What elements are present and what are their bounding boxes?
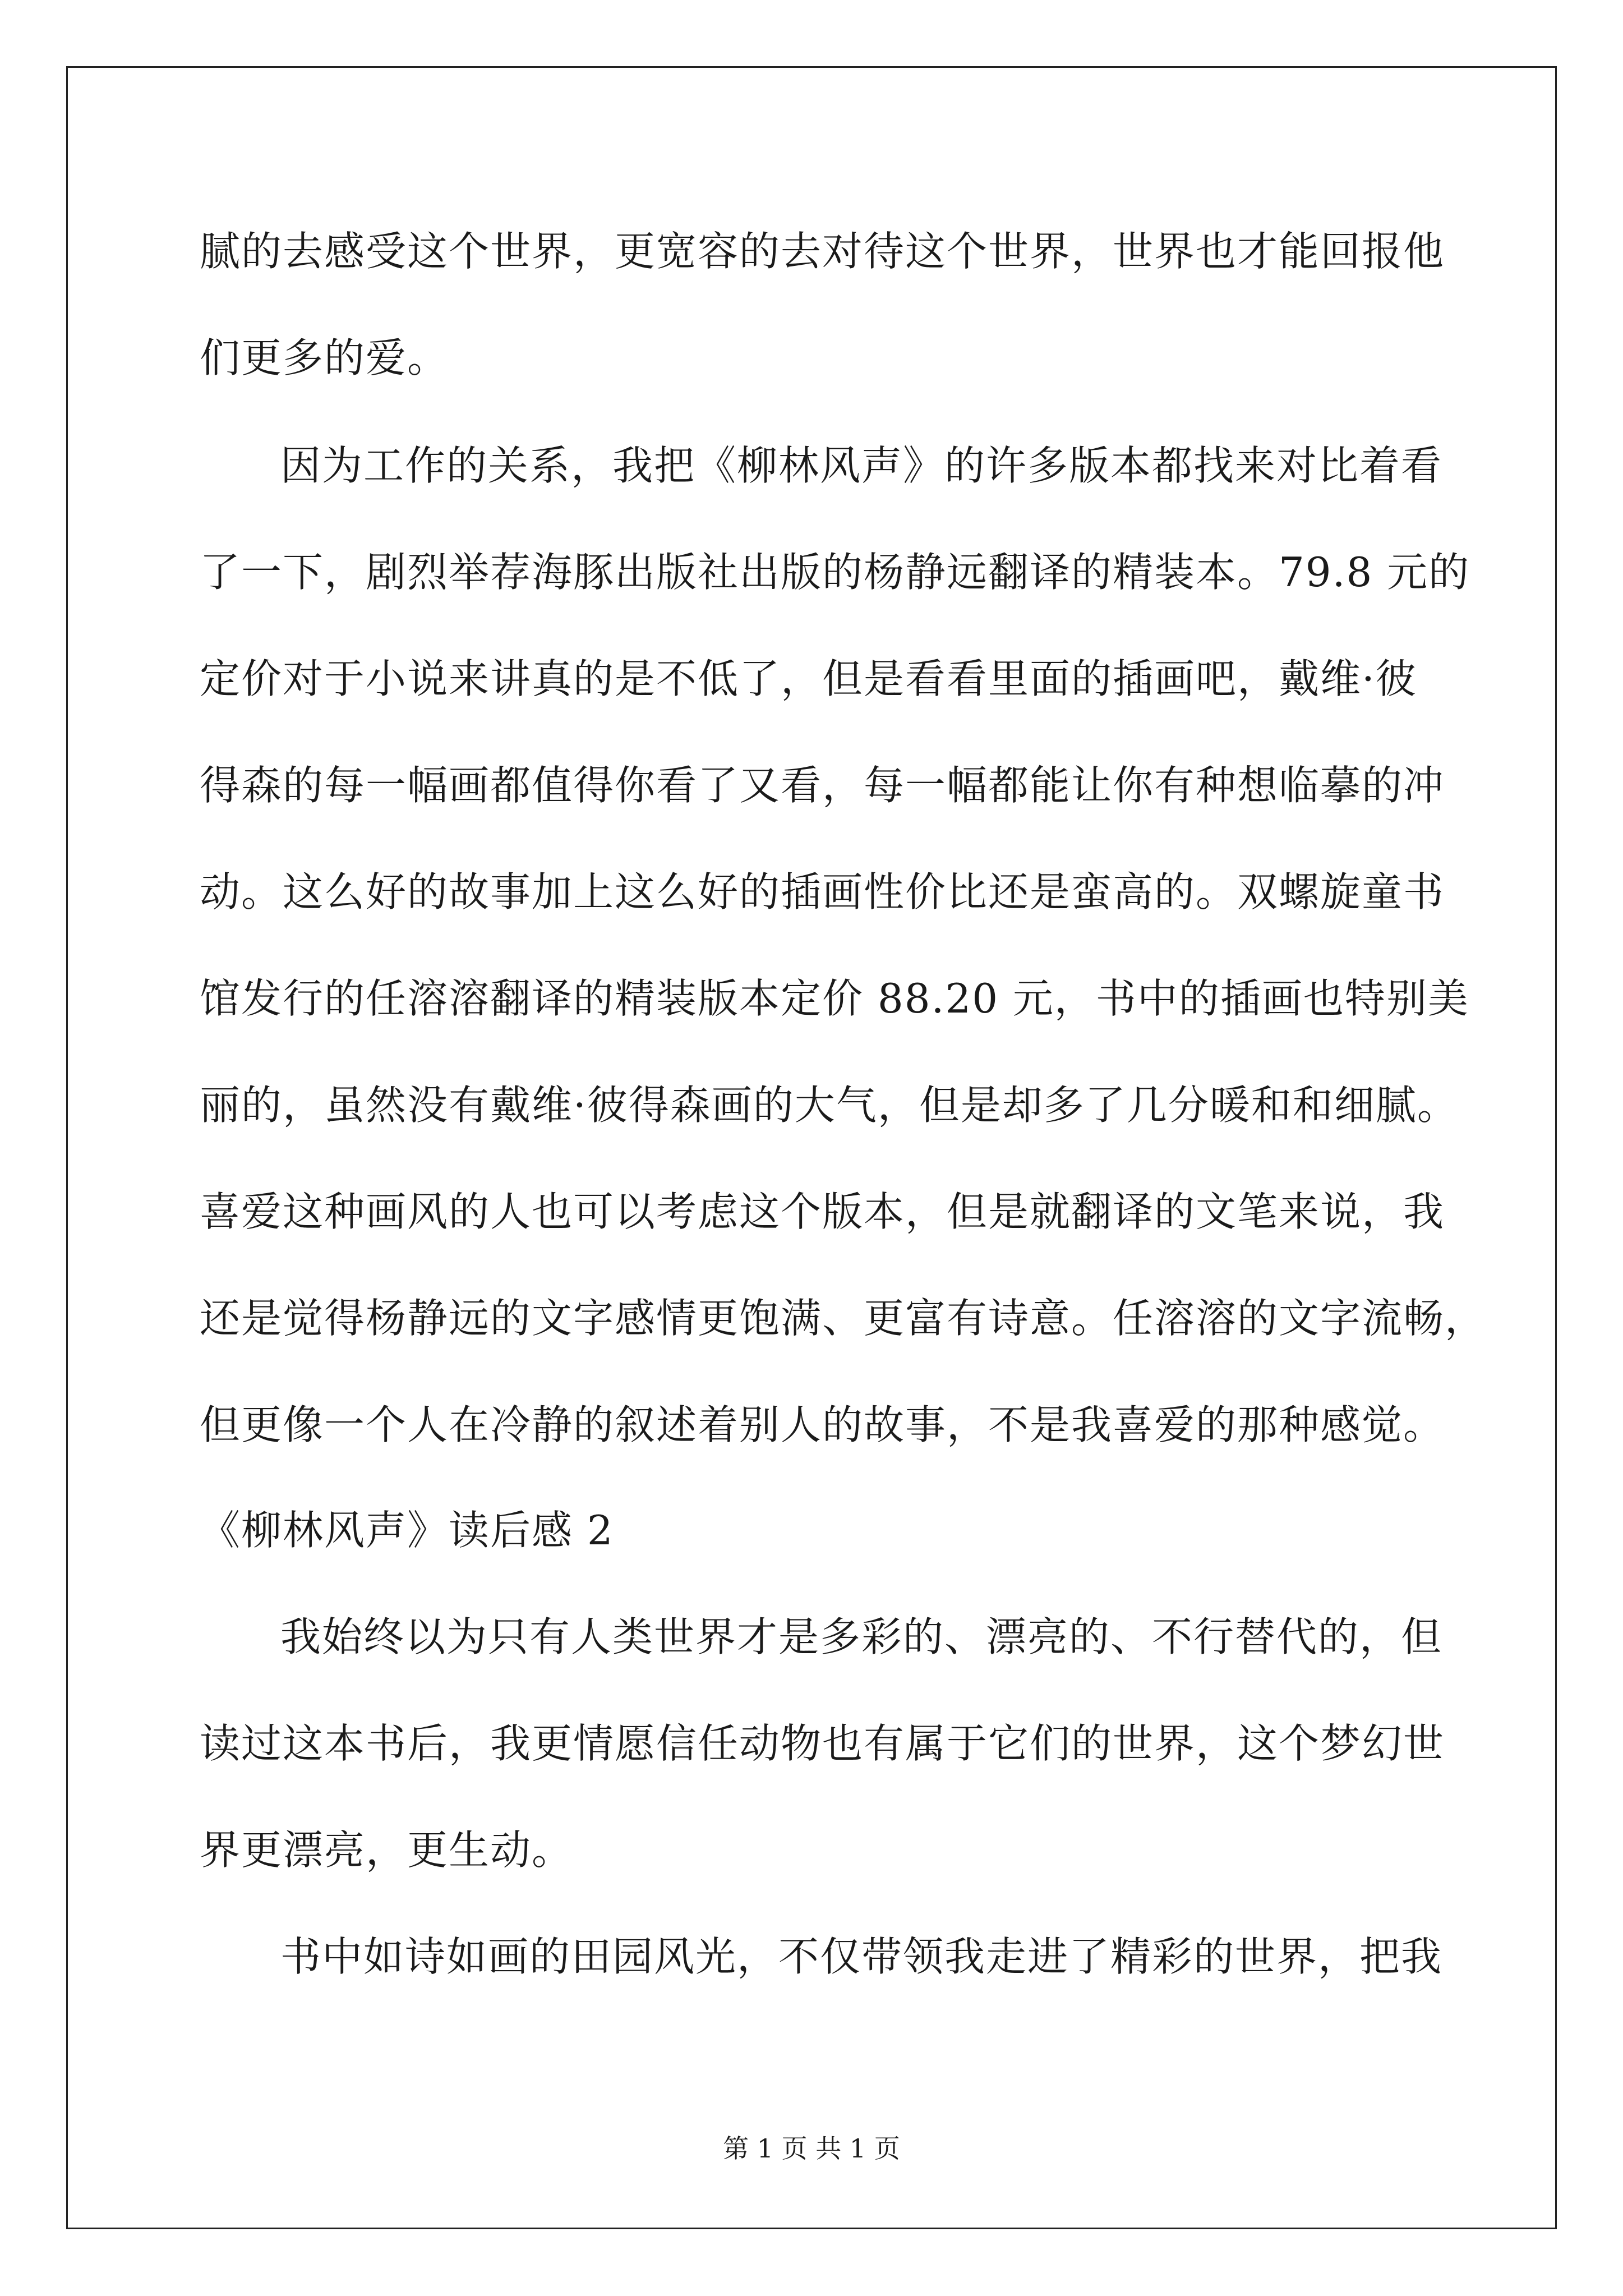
paragraph-start: 因为工作的关系，我把《柳林风声》的许多版本都找来对比着看 xyxy=(280,442,1443,489)
page-footer: 第 1 页 共 1 页 xyxy=(723,2133,900,2164)
paragraph-start: 我始终以为只有人类世界才是多彩的、漂亮的、不行替代的，但 xyxy=(280,1613,1443,1660)
text-line: 丽的，虽然没有戴维·彼得森画的大气，但是却多了几分暖和和细腻。 xyxy=(200,1082,1459,1129)
text-line: 但更像一个人在冷静的叙述着别人的故事，不是我喜爱的那种感觉。 xyxy=(200,1401,1445,1448)
paragraph-start: 书中如诗如画的田园风光，不仅带领我走进了精彩的世界，把我 xyxy=(280,1933,1443,1980)
text-line: 腻的去感受这个世界，更宽容的去对待这个世界，世界也才能回报他 xyxy=(200,228,1445,275)
text-line: 动。这么好的故事加上这么好的插画性价比还是蛮高的。双螺旋童书 xyxy=(200,868,1445,915)
section-heading: 《柳林风声》读后感 2 xyxy=(200,1507,614,1554)
text-line: 读过这本书后，我更情愿信任动物也有属于它们的世界，这个梦幻世 xyxy=(200,1720,1445,1767)
page-border xyxy=(66,66,1557,2229)
text-line: 还是觉得杨静远的文字感情更饱满、更富有诗意。任溶溶的文字流畅， xyxy=(200,1295,1487,1342)
text-line: 们更多的爱。 xyxy=(200,334,449,381)
text-line: 界更漂亮，更生动。 xyxy=(200,1826,574,1874)
text-line: 得森的每一幅画都值得你看了又看，每一幅都能让你有种想临摹的冲 xyxy=(200,762,1445,809)
text-line: 定价对于小说来讲真的是不低了，但是看看里面的插画吧，戴维·彼 xyxy=(200,655,1417,702)
text-line: 馆发行的任溶溶翻译的精装版本定价 88.20 元，书中的插画也特别美 xyxy=(200,975,1469,1022)
text-line: 喜爱这种画风的人也可以考虑这个版本，但是就翻译的文笔来说，我 xyxy=(200,1188,1445,1235)
text-line: 了一下，剧烈举荐海豚出版社出版的杨静远翻译的精装本。79.8 元的 xyxy=(200,549,1470,596)
